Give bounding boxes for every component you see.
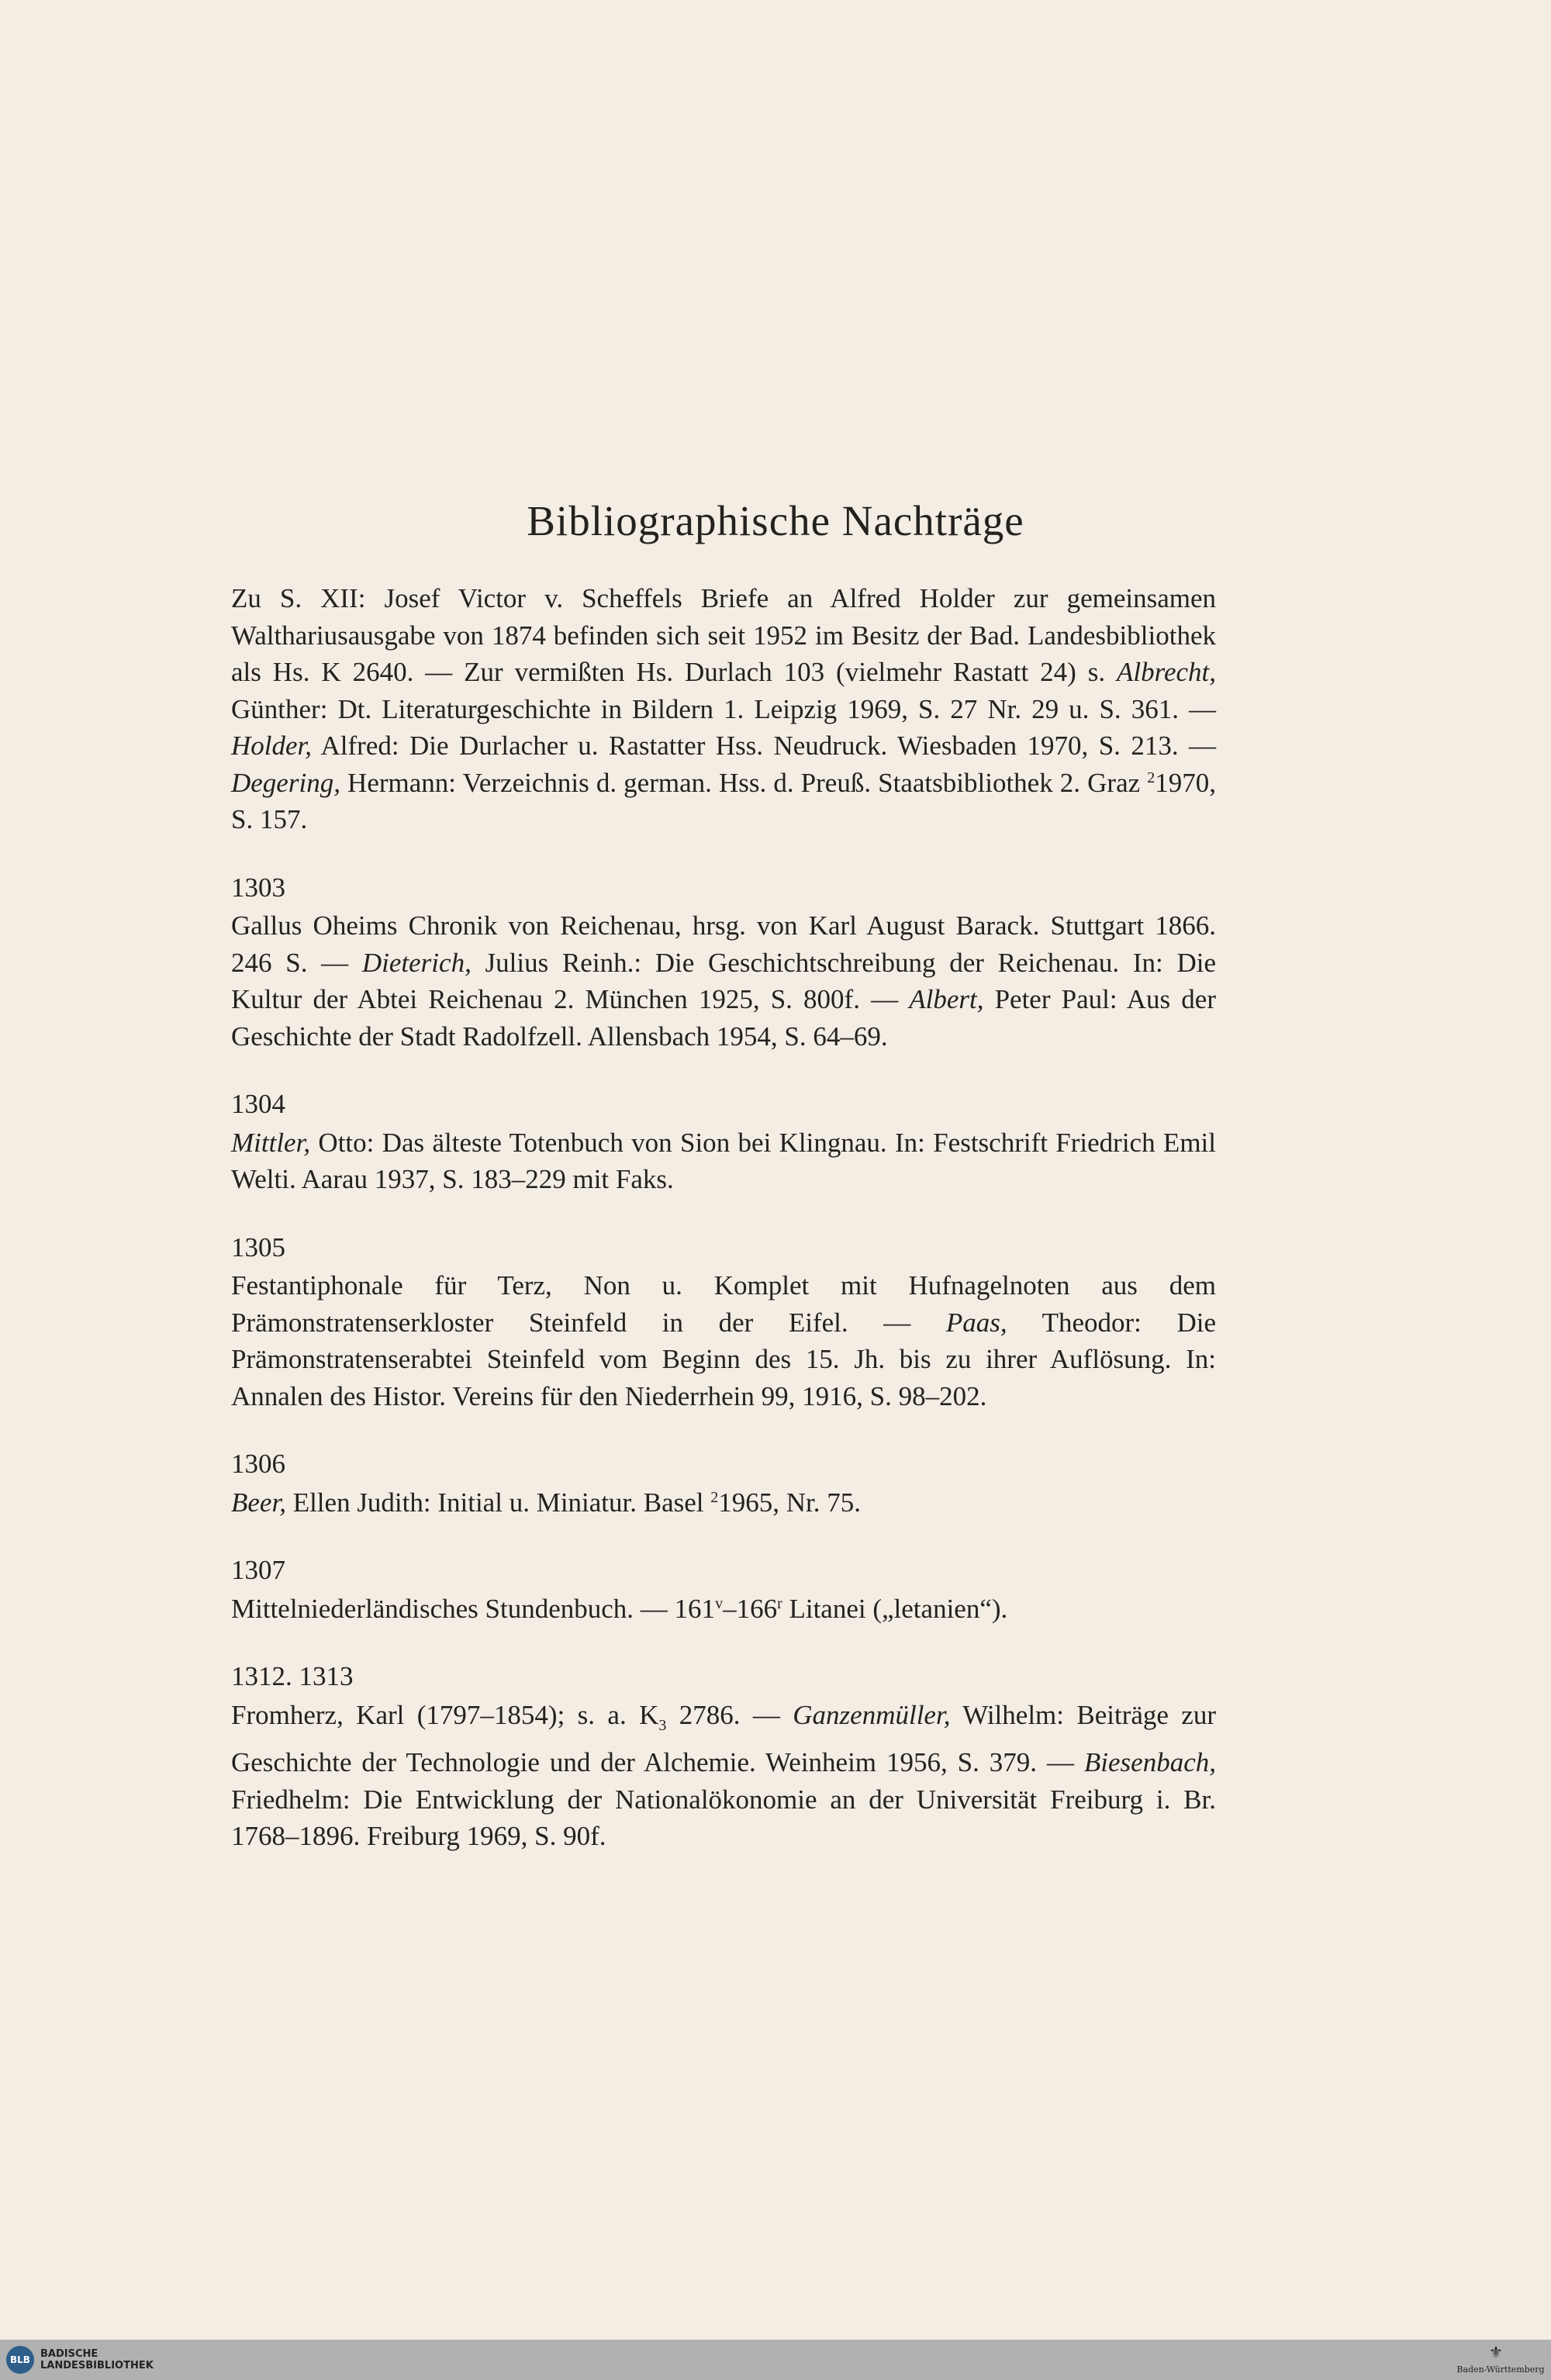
edition-superscript: 2 [710,1488,719,1506]
text: Mittelniederländisches Stundenbuch. — 161 [231,1593,716,1624]
edition-superscript: 2 [1147,769,1155,786]
library-name-line: BADISCHE [40,2348,98,2360]
entry-1304 [231,1124,1216,1198]
entry-1307 [231,1591,1216,1628]
entry-number: 1305 [231,1231,285,1263]
entry-number: 1307 [231,1555,285,1585]
entry-1305 [231,1267,1216,1415]
text: Gallus Oheims Chronik von Reichenau, hrsg. von Karl August Barack. Stuttgart 1866. 246 S. — [231,910,1216,978]
footer-bar [0,2340,1551,2380]
bibliography-body [231,580,1216,1855]
entry-number: 1304 [231,1089,285,1119]
text: 2786. — [666,1699,793,1730]
author-name: Albrecht, [1117,657,1216,687]
library-name-line: LANDESBIBLIOTHEK [40,2360,154,2371]
blb-logo[interactable]: BLB [6,2346,34,2374]
author-name: Ganzenmüller, [793,1699,951,1730]
text: Theodor: Die Prämonstratenserabtei Steinfeld vom Beginn des 15. Jh. bis zu ihrer Auflösung. In: Annalen des Histor. Vereins für den Niederrhein 99, 1916, S. 98–202. [231,1307,1216,1411]
author-name: Biesenbach, [1083,1747,1216,1777]
text: Peter Paul: Aus der Geschichte der Stadt Radolfzell. Allensbach 1954, S. 64–69. [231,984,1216,1052]
author-name: Dieterich, [361,947,472,978]
entry-1306 [231,1484,1216,1522]
entry-number: 1312. 1313 [231,1661,354,1691]
author-name: Mittler, [231,1127,311,1158]
author-name: Beer, [231,1487,286,1518]
entry-number: 1306 [231,1449,285,1479]
text: Günther: Dt. Literaturgeschichte in Bildern 1. Leipzig 1969, S. 27 Nr. 29 u. S. 361. — [231,693,1216,724]
author-name: Degering, [231,767,340,798]
state-name: Baden-Württemberg [1456,2364,1545,2375]
text: Friedhelm: Die Entwicklung der Nationalökonomie an der Universität Freiburg i. Br. 1768–1896. Freiburg 1969, S. 90f. [231,1784,1216,1851]
folio-superscript: v [715,1594,724,1612]
intro-paragraph [231,580,1216,838]
text: Fromherz, Karl (1797–1854); s. a. K [231,1699,659,1730]
text: Zu S. XII: Josef Victor v. Scheffels Briefe an Alfred Holder zur gemeinsamen Walthariusausgabe von 1874 befinden sich seit 1952 im Besitz der Bad. Landesbibliothek als Hs. K 2640. — Zur vermißten Hs. Durlach 103 (vielmehr Rastatt 24) s. [231,583,1216,687]
text: Wilhelm: Beiträge zur Geschichte der Technologie und der Alchemie. Weinheim 1956, S. 379. — [231,1699,1216,1777]
coat-of-arms-icon: ⚜ [1489,2343,1503,2361]
library-name[interactable] [40,2348,154,2371]
author-name: Holder, [231,731,313,761]
text: Festantiphonale für Terz, Non u. Komplet mit Hufnagelnoten aus dem Prämonstratenserkloster Steinfeld in der Eifel. — [231,1270,1216,1338]
text: Alfred: Die Durlacher u. Rastatter Hss. Neudruck. Wiesbaden 1970, S. 213. — [312,731,1216,761]
text: 1970, S. 157. [231,767,1216,834]
entry-number: 1303 [231,872,285,903]
folio-superscript: r [777,1594,782,1612]
text: Litanei („letanien“). [782,1593,1008,1624]
text: –166 [723,1593,778,1624]
text: Julius Reinh.: Die Geschichtschreibung der Reichenau. In: Die Kultur der Abtei Reichenau 2. München 1925, S. 800f. — [231,947,1216,1014]
text: 1965, Nr. 75. [718,1487,862,1518]
text: Ellen Judith: Initial u. Miniatur. Basel [285,1487,711,1518]
author-name: Paas, [945,1307,1007,1338]
text: Hermann: Verzeichnis d. german. Hss. d. Preuß. Staatsbibliothek 2. Graz [340,767,1148,798]
subscript: 3 [658,1716,667,1734]
text: Otto: Das älteste Totenbuch von Sion bei Klingnau. In: Festschrift Friedrich Emil Welti. Aarau 1937, S. 183–229 mit Faks. [231,1127,1216,1194]
author-name: Albert, [909,984,984,1014]
page-title: Bibliographische Nachträge [527,497,1024,544]
entry-1303 [231,907,1216,1055]
entry-1312-1313 [231,1697,1216,1855]
